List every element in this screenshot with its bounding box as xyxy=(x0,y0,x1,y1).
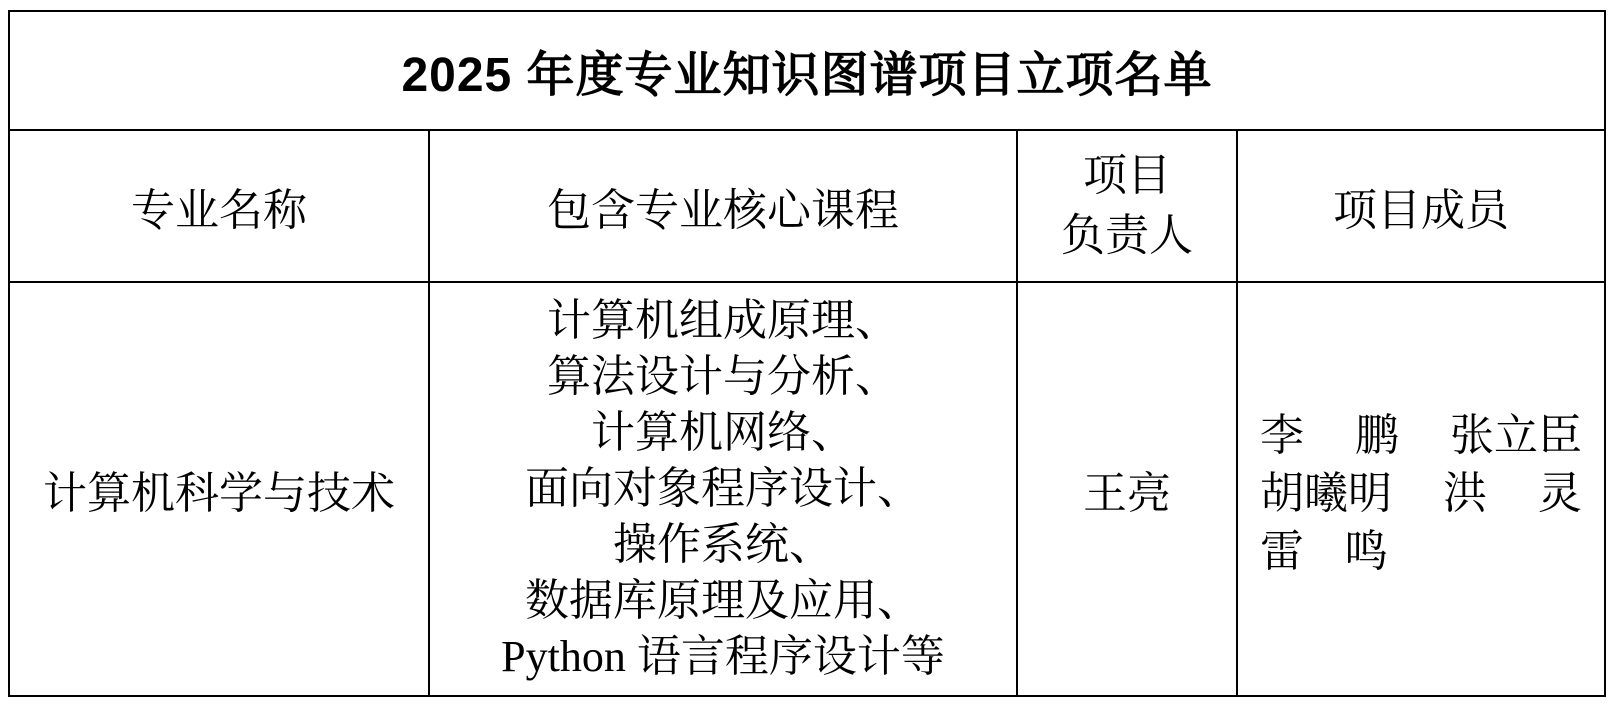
header-major-label: 专业名称 xyxy=(131,186,307,235)
course-line: 计算机网络、 xyxy=(591,408,855,457)
member-line xyxy=(1260,518,1582,576)
course-line: 面向对象程序设计、 xyxy=(525,464,921,513)
header-leader xyxy=(1018,131,1238,283)
header-major xyxy=(10,131,430,283)
cell-major xyxy=(10,283,430,695)
course-line: Python 语言程序设计等 xyxy=(501,632,945,681)
project-approval-table xyxy=(8,10,1606,697)
course-line: 计算机组成原理、 xyxy=(547,296,899,345)
header-members xyxy=(1238,131,1604,283)
table-title-cell xyxy=(10,12,1604,131)
member-name: 张立臣 xyxy=(1450,411,1582,460)
header-courses xyxy=(430,131,1018,283)
course-line: 算法设计与分析、 xyxy=(547,352,899,401)
member-line xyxy=(1260,402,1582,460)
leader-name: 王亮 xyxy=(1083,469,1171,518)
member-name: 洪 xyxy=(1443,469,1487,518)
table-title: 2025 年度专业知识图谱项目立项名单 xyxy=(401,49,1213,102)
member-name: 李 xyxy=(1260,411,1304,460)
member-name: 灵 xyxy=(1538,469,1582,518)
cell-members xyxy=(1238,283,1604,695)
cell-courses xyxy=(430,283,1018,695)
major-name: 计算机科学与技术 xyxy=(43,469,395,518)
member-name: 鸣 xyxy=(1344,527,1388,576)
course-line: 数据库原理及应用、 xyxy=(525,576,921,625)
header-courses-label: 包含专业核心课程 xyxy=(547,186,899,235)
cell-leader xyxy=(1018,283,1238,695)
header-members-label: 项目成员 xyxy=(1333,186,1509,235)
member-name: 鹏 xyxy=(1355,411,1399,460)
member-name: 雷 xyxy=(1260,527,1304,576)
header-leader-line2: 负责人 xyxy=(1061,211,1193,260)
header-leader-line1: 项目 xyxy=(1083,151,1171,200)
member-name: 胡曦明 xyxy=(1260,469,1392,518)
course-line: 操作系统、 xyxy=(613,520,833,569)
member-line xyxy=(1260,460,1582,518)
